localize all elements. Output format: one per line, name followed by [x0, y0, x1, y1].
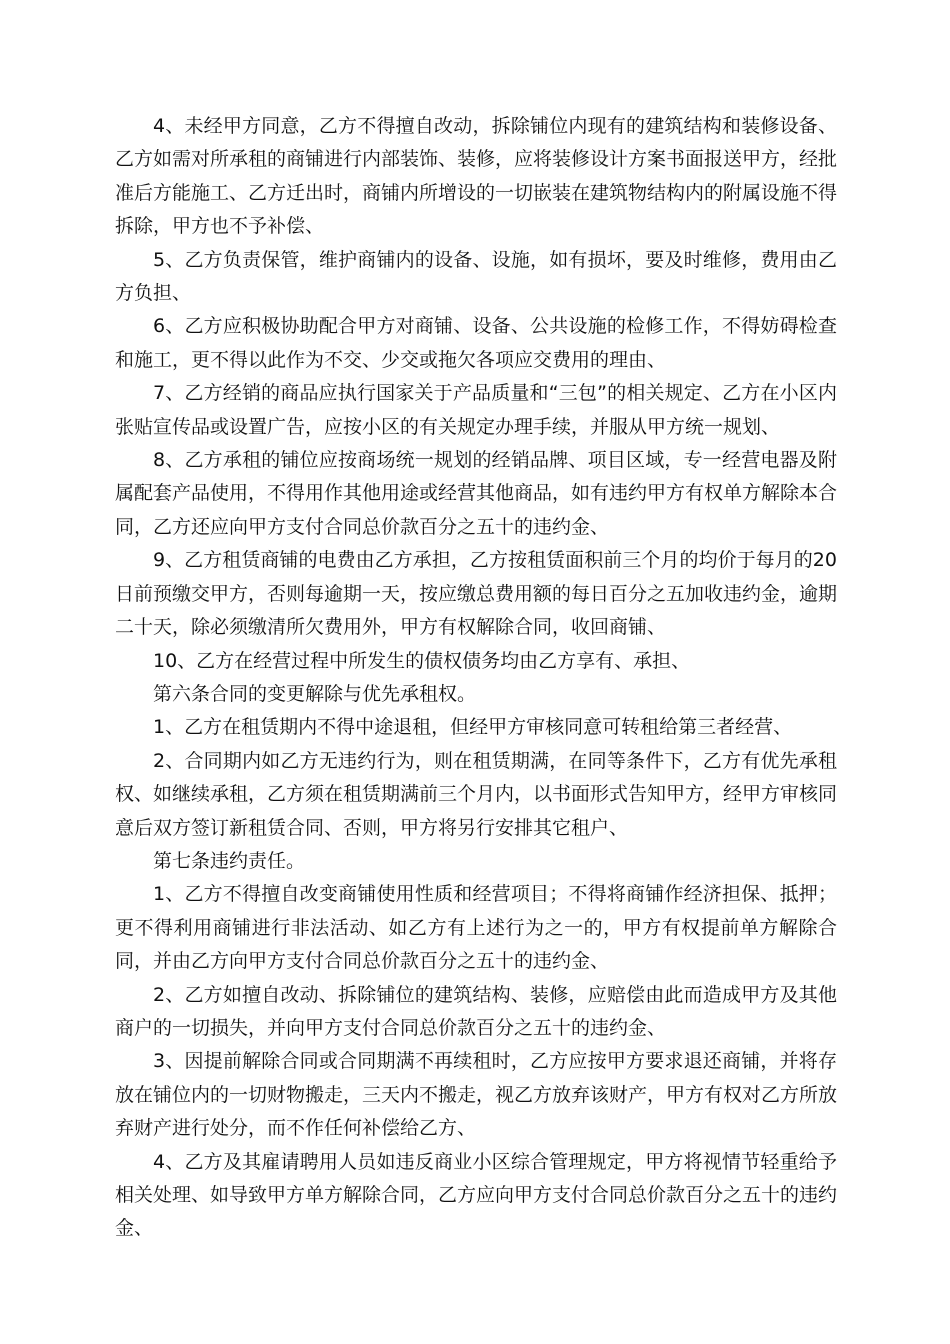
- clause-7-4: 4、乙方及其雇请聘用人员如违反商业小区综合管理规定，甲方将视情节轻重给予相关处理、如导致甲方单方解除合同，乙方应向甲方支付合同总价款百分之五十的违约金、: [115, 1150, 838, 1240]
- clause-5-10: 10、乙方在经营过程中所发生的债权债务均由乙方享有、承担、: [153, 649, 691, 672]
- clause-6-2: 2、合同期内如乙方无违约行为，则在租赁期满，在同等条件下，乙方有优先承租权、如继续承租，乙方须在租赁期满前三个月内，以书面形式告知甲方，经甲方审核同意后双方签订新租赁合同、否则，甲方将另行安排其它租户、: [115, 749, 838, 839]
- clause-6-1: 1、乙方在租赁期内不得中途退租，但经甲方审核同意可转租给第三者经营、: [153, 716, 793, 739]
- clause-5-4: 4、未经甲方同意，乙方不得擅自改动，拆除铺位内现有的建筑结构和装修设备、乙方如需对所承租的商铺进行内部装饰、装修，应将装修设计方案书面报送甲方，经批准后方能施工、乙方迁出时，商铺内所增设的一切嵌装在建筑物结构内的附属设施不得拆除，甲方也不予补偿、: [115, 115, 838, 238]
- clause-5-6: 6、乙方应积极协助配合甲方对商铺、设备、公共设施的检修工作，不得妨碍检查和施工，更不得以此作为不交、少交或拖欠各项应交费用的理由、: [115, 315, 837, 371]
- article-7-heading: 第七条违约责任。: [153, 849, 306, 872]
- clause-5-8: 8、乙方承租的铺位应按商场统一规划的经销品牌、项目区域，专一经营电器及附属配套产品使用，不得用作其他用途或经营其他商品，如有违约甲方有权单方解除本合同，乙方还应向甲方支付合同总价款百分之五十的违约金、: [115, 449, 838, 538]
- clause-7-2: 2、乙方如擅自改动、拆除铺位的建筑结构、装修，应赔偿由此而造成甲方及其他商户的一切损失，并向甲方支付合同总价款百分之五十的违约金、: [115, 983, 837, 1039]
- clause-5-7: 7、乙方经销的商品应执行国家关于产品质量和“三包”的相关规定、乙方在小区内张贴宣传品或设置广告，应按小区的有关规定办理手续，并服从甲方统一规划、: [115, 382, 837, 438]
- clause-5-9: 9、乙方租赁商铺的电费由乙方承担，乙方按租赁面积前三个月的均价于每月的20日前预缴交甲方，否则每逾期一天，按应缴总费用额的每日百分之五加收违约金，逾期二十天，除必须缴清所欠费用外，甲方有权解除合同，收回商铺、: [115, 549, 838, 639]
- clause-5-5: 5、乙方负责保管，维护商铺内的设备、设施，如有损坏，要及时维修，费用由乙方负担、: [115, 248, 837, 305]
- document-body: [115, 110, 837, 1246]
- article-6-heading: 第六条合同的变更解除与优先承租权。: [153, 682, 477, 705]
- clause-7-1: 1、乙方不得擅自改变商铺使用性质和经营项目；不得将商铺作经济担保、抵押；更不得利用商铺进行非法活动、如乙方有上述行为之一的，甲方有权提前单方解除合同，并由乙方向甲方支付合同总价款百分之五十的违约金、: [115, 883, 837, 973]
- clause-7-3: 3、因提前解除合同或合同期满不再续租时，乙方应按甲方要求退还商铺，并将存放在铺位内的一切财物搬走，三天内不搬走，视乙方放弃该财产，甲方有权对乙方所放弃财产进行处分，而不作任何补偿给乙方、: [115, 1050, 838, 1140]
